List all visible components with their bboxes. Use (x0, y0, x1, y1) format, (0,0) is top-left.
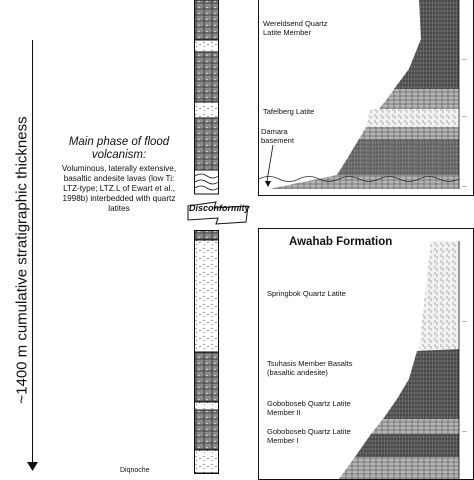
tsuhasis-label: Tsuhasis Member Basalts (basaltic andesite) (267, 359, 353, 377)
lower-axis-tick: — (462, 319, 467, 325)
upper-strat-column (194, 0, 220, 195)
wereldsend-label: Wereldsend Quartz Latite Member (263, 19, 328, 37)
lower-cliff-panel (258, 228, 474, 480)
upper-axis-tick: — (462, 57, 467, 63)
lower-strat-column (194, 230, 220, 474)
thickness-label (2, 60, 42, 460)
phase-description: Voluminous, laterally extensive, basaltic andesite lavas (low Ti: LTZ-type; LTZ.L of Ewart et al., 1998b) interbedded with quartz latites (61, 164, 177, 213)
thickness-label-text: ~1400 m cumulative stratigraphic thickness (13, 116, 31, 404)
thickness-arrow-head (27, 462, 39, 472)
goboboseb-ii-label: Goboboseb Quartz Latite Member II (267, 399, 351, 417)
disconformity-label: Disconformity (189, 203, 250, 213)
tafelberg-label: Tafelberg Latite (263, 107, 315, 116)
upper-axis-tick: — (462, 114, 467, 120)
upper-axis-tick: — (462, 184, 467, 190)
lower-axis-tick: — (462, 429, 467, 435)
awahab-formation-title: Awahab Formation (289, 236, 393, 248)
damara-basement-label: Damara basement (261, 127, 294, 145)
phase-title: Main phase of flood volcanism: (68, 136, 170, 161)
phase-description-block (58, 136, 180, 214)
upper-cliff-panel (258, 0, 474, 196)
springbok-label: Springbok Quartz Latite (267, 289, 346, 298)
bottom-note: Diqnoche (120, 467, 150, 474)
goboboseb-i-label: Goboboseb Quartz Latite Member I (267, 427, 351, 445)
